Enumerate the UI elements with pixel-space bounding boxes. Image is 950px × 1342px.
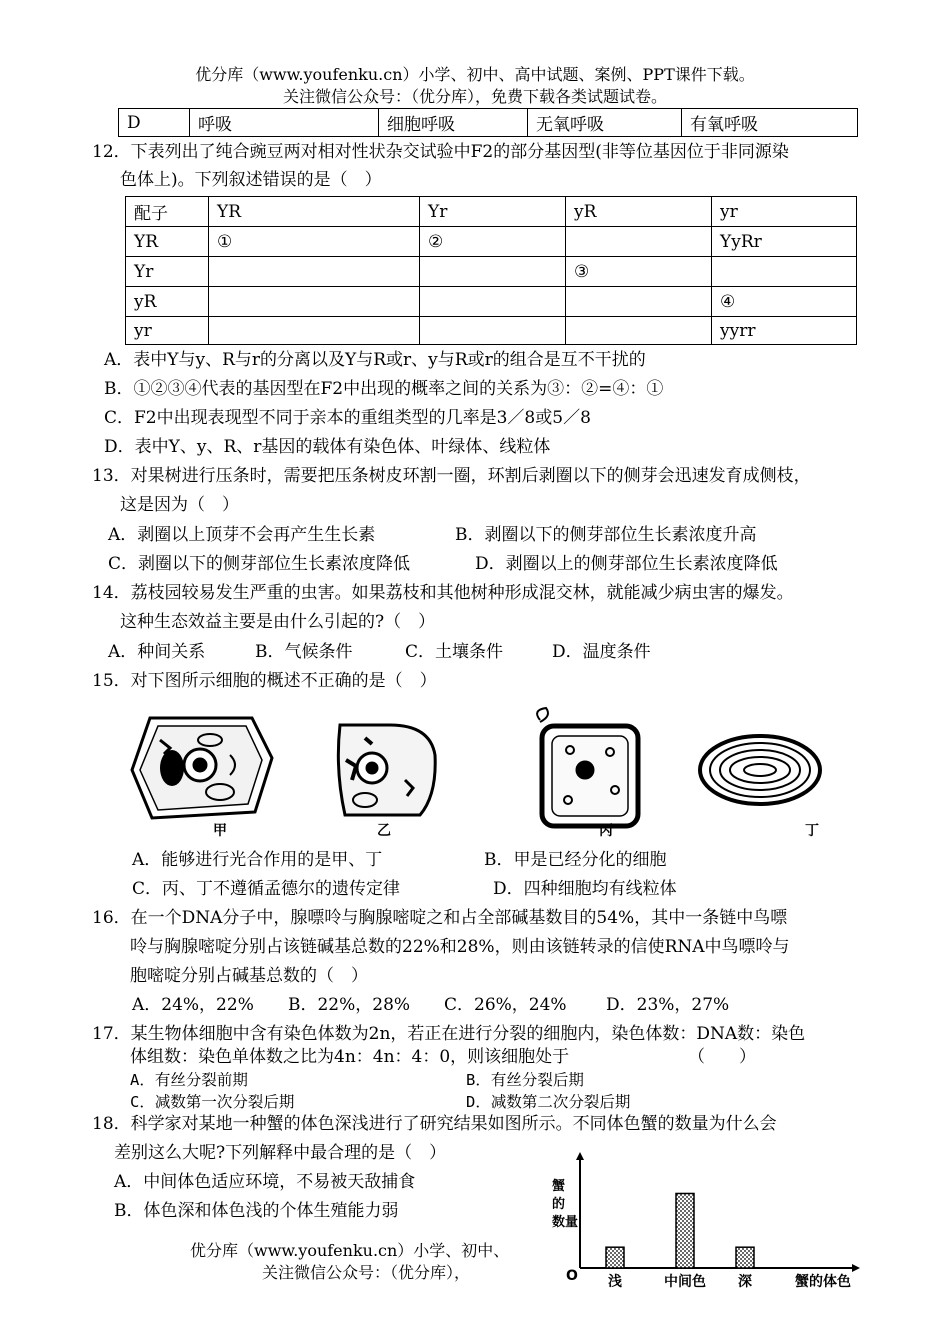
q15-option-b: B．甲是已经分化的细胞 — [484, 850, 667, 870]
table-cell — [420, 287, 566, 317]
table-cell — [420, 257, 566, 287]
table-cell — [712, 257, 857, 287]
q14-option-c: C．土壤条件 — [405, 642, 504, 662]
y-axis-arrow — [576, 1152, 584, 1160]
q18-stem-2: 差别这么大呢?下列解释中最合理的是（ ） — [114, 1143, 447, 1163]
table-cell: 有氧呼吸 — [682, 109, 858, 137]
q18-option-b: B．体色深和体色浅的个体生殖能力弱 — [114, 1201, 399, 1221]
table-cell — [209, 287, 420, 317]
q14-option-a: A．种间关系 — [108, 642, 206, 662]
q16-option-d: D．23%，27% — [606, 995, 730, 1015]
q15-stem: 15．对下图所示细胞的概述不正确的是（ ） — [92, 671, 437, 691]
table-cell: yr — [126, 317, 209, 345]
bar-1 — [676, 1193, 694, 1268]
q15-option-a: A．能够进行光合作用的是甲、丁 — [132, 850, 383, 870]
table-cell — [209, 257, 420, 287]
table-cell: 呼吸 — [190, 109, 379, 137]
prev-table-row — [118, 108, 858, 137]
table-cell: yR — [566, 197, 712, 227]
bar-2 — [736, 1247, 754, 1268]
q12-option-c: C．F2中出现表现型不同于亲本的重组类型的几率是3／8或5／8 — [104, 408, 591, 428]
q18-option-a: A．中间体色适应环境，不易被天敌捕食 — [114, 1172, 416, 1192]
q14-stem-1: 14．荔枝园较易发生严重的虫害。如果荔枝和其他树种形成混交林，就能减少病虫害的爆发。 — [92, 583, 794, 603]
table-cell: 细胞呼吸 — [379, 109, 528, 137]
table-cell: ④ — [712, 287, 857, 317]
q12-option-a: A．表中Y与y、R与r的分离以及Y与R或r、y与R或r的组合是互不干扰的 — [104, 350, 646, 370]
q17-stem-1: 17．某生物体细胞中含有染色体数为2n，若正在进行分裂的细胞内，染色体数：DNA数：染色 — [92, 1024, 806, 1044]
q18-stem-1: 18．科学家对某地一种蟹的体色深浅进行了研究结果如图所示。不同体色蟹的数量为什么会 — [92, 1114, 777, 1134]
q14-stem-2: 这种生态效益主要是由什么引起的?（ ） — [120, 612, 436, 632]
chart-x-label: 蟹的体色 — [795, 1274, 851, 1290]
chart-y-label: 蟹的数量 — [552, 1179, 579, 1230]
cell-label-yi: 乙 — [377, 823, 391, 839]
header-line-2: 关注微信公众号：（优分库），免费下载各类试题试卷。 — [282, 87, 667, 106]
table-cell: ② — [420, 227, 566, 257]
q14-option-d: D．温度条件 — [552, 642, 651, 662]
q16-option-b: B．22%，28% — [288, 995, 411, 1015]
table-cell: yr — [712, 197, 857, 227]
cell-jia-figure — [132, 718, 272, 818]
q12-gamete-table — [125, 196, 857, 345]
q12-stem-2: 色体上)。下列叙述错误的是（ ） — [120, 170, 382, 190]
table-cell: YR — [209, 197, 420, 227]
table-cell: Yr — [420, 197, 566, 227]
cell-bing-figure — [537, 708, 638, 826]
q17-option-d: D．减数第二次分裂后期 — [466, 1093, 631, 1111]
footer-line-2: 关注微信公众号：（优分库）， — [262, 1263, 471, 1282]
category-label-1: 中间色 — [664, 1274, 706, 1290]
table-cell: yR — [126, 287, 209, 317]
table-cell — [566, 227, 712, 257]
q13-option-d: D．剥圈以上的侧芽部位生长素浓度降低 — [475, 554, 778, 574]
cell-label-bing: 丙 — [599, 823, 613, 839]
q17-stem-2: 体组数：染色单体数之比为4n：4n：4：0，则该细胞处于 — [130, 1047, 570, 1067]
category-label-2: 深 — [738, 1274, 752, 1290]
q13-stem-2: 这是因为（ ） — [120, 495, 239, 515]
table-cell — [566, 287, 712, 317]
q17-option-a: A．有丝分裂前期 — [130, 1071, 248, 1089]
table-cell — [566, 317, 712, 345]
table-cell: Yr — [126, 257, 209, 287]
q13-option-c: C．剥圈以下的侧芽部位生长素浓度降低 — [108, 554, 411, 574]
q17-option-c: C．减数第一次分裂后期 — [130, 1093, 295, 1111]
cell-ding-figure — [700, 736, 820, 804]
q15-option-d: D．四种细胞均有线粒体 — [493, 879, 677, 899]
q13-option-a: A．剥圈以上顶芽不会再产生生长素 — [108, 525, 376, 545]
table-cell: YR — [126, 227, 209, 257]
header-line-1: 优分库（www.youfenku.cn）小学、初中、高中试题、案例、PPT课件下载。 — [195, 65, 755, 84]
table-cell — [209, 317, 420, 345]
cell-label-ding: 丁 — [805, 823, 819, 839]
q17-option-b: B．有丝分裂后期 — [466, 1071, 584, 1089]
q16-option-a: A．24%，22% — [132, 995, 254, 1015]
table-cell — [420, 317, 566, 345]
cell-yi-figure — [338, 725, 435, 815]
table-cell: YyRr — [712, 227, 857, 257]
chart-origin: O — [566, 1268, 578, 1284]
q13-stem-1: 13．对果树进行压条时，需要把压条树皮环割一圈，环割后剥圈以下的侧芽会迅速发育成侧枝， — [92, 466, 811, 486]
q17-answer-paren: （ ） — [688, 1047, 756, 1067]
q16-stem-1: 16．在一个DNA分子中，腺嘌呤与胸腺嘧啶之和占全部碱基数目的54%，其中一条链中鸟嘌 — [92, 908, 788, 928]
q13-option-b: B．剥圈以下的侧芽部位生长素浓度升高 — [455, 525, 757, 545]
q14-option-b: B．气候条件 — [255, 642, 353, 662]
q12-option-b: B．①②③④代表的基因型在F2中出现的概率之间的关系为③：②=④：① — [104, 379, 664, 399]
q16-stem-3: 胞嘧啶分别占碱基总数的（ ） — [130, 966, 368, 986]
cell-diagrams — [110, 700, 850, 845]
table-cell: 配子 — [126, 197, 209, 227]
footer-line-1: 优分库（www.youfenku.cn）小学、初中、 — [190, 1241, 510, 1260]
bar-0 — [606, 1247, 624, 1268]
q16-stem-2: 呤与胸腺嘧啶分别占该链碱基总数的22%和28%，则由该链转录的信使RNA中鸟嘌呤与 — [130, 937, 790, 957]
q15-option-c: C．丙、丁不遵循孟德尔的遗传定律 — [132, 879, 401, 899]
cell-label-jia: 甲 — [213, 823, 227, 839]
table-cell: ③ — [566, 257, 712, 287]
x-axis-arrow — [852, 1264, 860, 1272]
crab-color-chart — [540, 1150, 880, 1300]
table-cell: 无氧呼吸 — [528, 109, 682, 137]
q16-option-c: C．26%，24% — [444, 995, 567, 1015]
category-label-0: 浅 — [608, 1274, 622, 1290]
table-cell: yyrr — [712, 317, 857, 345]
q12-stem-1: 12．下表列出了纯合豌豆两对相对性状杂交试验中F2的部分基因型(非等位基因位于非同源染 — [92, 142, 789, 162]
table-cell: D — [119, 109, 190, 137]
q12-option-d: D．表中Y、y、R、r基因的载体有染色体、叶绿体、线粒体 — [104, 437, 551, 457]
table-cell: ① — [209, 227, 420, 257]
